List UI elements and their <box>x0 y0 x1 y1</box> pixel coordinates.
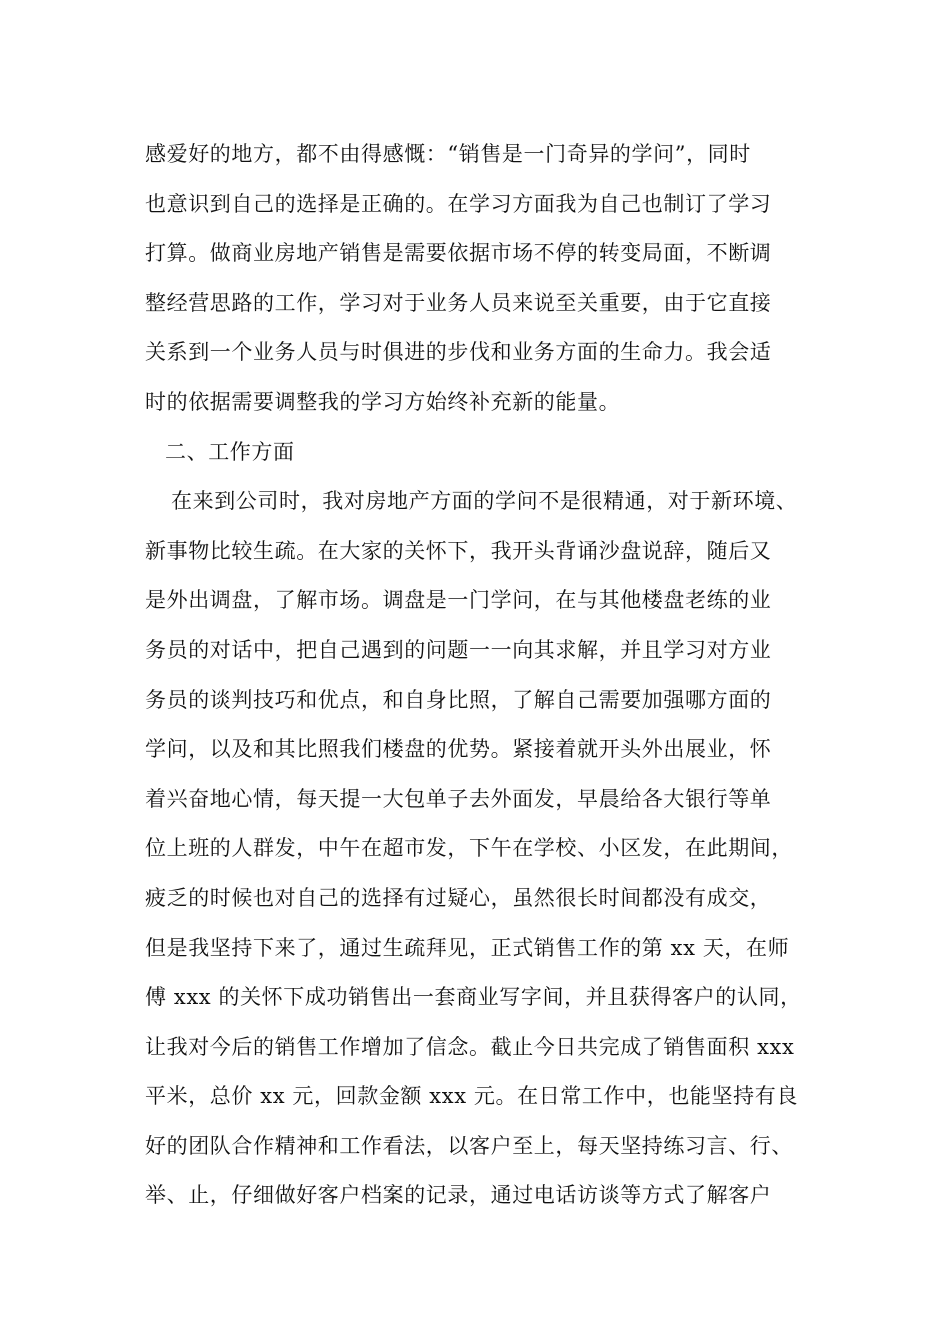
paragraph-line: 让我对今后的销售工作增加了信念。截止今日共完成了销售面积 xxx <box>145 1034 795 1059</box>
paragraph-line: 打算。做商业房地产销售是需要依据市场不停的转变局面，不断调 <box>145 241 772 266</box>
paragraph-line: 时的依据需要调整我的学习方始终补充新的能量。 <box>145 389 621 414</box>
paragraph-line: 位上班的人群发，中午在超市发，下午在学校、小区发，在此期间， <box>145 836 793 861</box>
paragraph-line: 但是我坚持下来了，通过生疏拜见，正式销售工作的第 xx 天，在师 <box>145 935 790 960</box>
paragraph-line: 疲乏的时候也对自己的选择有过疑心，虽然很长时间都没有成交， <box>145 885 772 910</box>
paragraph-line: 务员的对话中，把自己遇到的问题一一向其求解，并且学习对方业 <box>145 637 772 662</box>
paragraph-line: 务员的谈判技巧和优点，和自身比照，了解自己需要加强哪方面的 <box>145 687 772 712</box>
paragraph-line: 关系到一个业务人员与时俱进的步伐和业务方面的生命力。我会适 <box>145 340 772 365</box>
paragraph-line: 学问，以及和其比照我们楼盘的优势。紧接着就开头外出展业，怀 <box>145 737 772 762</box>
paragraph-line: 是外出调盘，了解市场。调盘是一门学问，在与其他楼盘老练的业 <box>145 588 772 613</box>
paragraph-line: 在来到公司时，我对房地产方面的学问不是很精通，对于新环境、 <box>171 489 798 514</box>
paragraph-line: 举、止，仔细做好客户档案的记录，通过电话访谈等方式了解客户 <box>145 1183 772 1208</box>
document-body <box>145 130 835 1221</box>
paragraph-line: 整经营思路的工作，学习对于业务人员来说至关重要，由于它直接 <box>145 290 772 315</box>
paragraph-line: 感爱好的地方，都不由得感慨：“销售是一门奇异的学问”，同时 <box>145 142 751 166</box>
paragraph-line: 傅 xxx 的关怀下成功销售出一套商业写字间，并且获得客户的认同， <box>145 985 802 1010</box>
paragraph-line: 着兴奋地心情，每天提一大包单子去外面发，早晨给各大银行等单 <box>145 786 772 811</box>
paragraph-line: 好的团队合作精神和工作看法，以客户至上，每天坚持练习言、行、 <box>145 1133 793 1158</box>
section-heading: 二、工作方面 <box>165 439 295 464</box>
paragraph-line: 新事物比较生疏。在大家的关怀下，我开头背诵沙盘说辞，随后又 <box>145 538 772 563</box>
paragraph-line: 也意识到自己的选择是正确的。在学习方面我为自己也制订了学习 <box>145 191 772 216</box>
paragraph-line: 平米，总价 xx 元，回款金额 xxx 元。在日常工作中，也能坚持有良 <box>145 1084 798 1109</box>
